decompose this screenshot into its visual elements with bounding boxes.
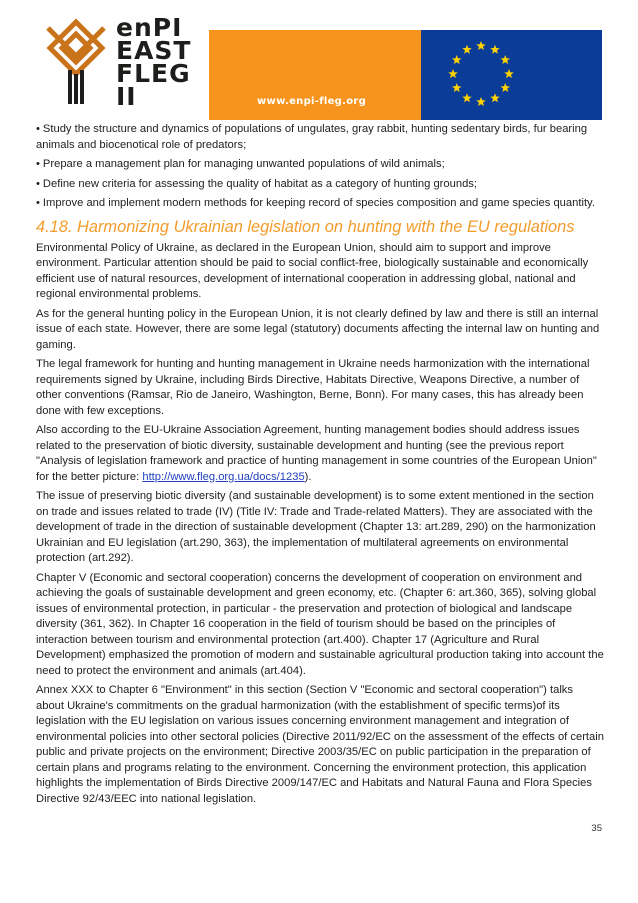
bullet-item [36,157,604,173]
paragraph: The legal framework for hunting and hunting management in Ukraine needs harmonization with the international requirements signed by Ukraine, including Birds Directive, Habitats Directive, Weapons Directive, a number of other conventions (Ramsar, Rio de Janeiro, Washington, Berne, Bonn). For many cases, this has already been done with few exceptions. [36,358,590,417]
bullet-item [36,122,604,153]
bullet-icon: • [36,123,40,135]
bullet-icon: • [36,197,40,209]
paragraph: As for the general hunting policy in the European Union, it is not clearly defined by law and there is still an internal issue of each state. However, there are some legal (statutory) documents affecting the internal law on hunting and gaming. [36,307,600,351]
eu-star-icon [490,93,500,102]
paragraph: The issue of preserving biotic diversity (and sustainable development) is to some extent mentioned in the section on trade and issues related to trade (IV) (Title IV: Trade and Trade-related Matters). They are associated with the development of trade in the direction of sustainable development (Chapter 13: art.289, 290) on the harmonization Ukrainian and EU legislation (art.290, 363), the implementation of multilateral agreements on environmental protection (art.292). [36,490,596,564]
bullet-icon: • [36,158,40,170]
eu-star-icon [476,97,486,106]
fleg-docs-link[interactable]: http://www.fleg.org.ua/docs/1235 [142,470,305,483]
bullet-text: Define new criteria for assessing the quality of habitat as a category of hunting grounds; [42,177,478,190]
eu-star-icon [476,41,486,50]
link-paragraph-before: Also according to the EU-Ukraine Association Agreement, hunting management bodies should address issues related to the preservation of biotic diversity, sustainable development and hunting (see the previous report "Analysis of legislation framework and practice of hunting management in some countries of the European Union" for the better picture: [36,424,597,483]
banner-url: www.enpi-fleg.org [257,96,367,107]
eu-star-icon [500,83,510,92]
logo-line-1: enPI [116,13,183,42]
logo-line-3: FLEG [116,59,191,88]
paragraph: Chapter V (Economic and sectoral cooperation) concerns the development of cooperation on environment and achieving the goals of sustainable development and green economy, etc. (Chapter 6: art.360, 365), solving global issues of environmental protection, in particular - the preservation and protection of biological and landscape diversity (361, 362). In Chapter 16 cooperation in the field of tourism should be based on the principles of interaction between tourism and environmental protection (art.400). Chapter 17 (Agriculture and Rural Development) emphasized the promotion of modern and sustainable agricultural production taking into account the need to protect the environment and animals (art.404). [36,571,604,677]
paragraph: Annex XXX to Chapter 6 "Environment" in this section (Section V "Economic and sectoral cooperation") talks about Ukraine's commitments on the gradual harmonization (with the establishment of specific terms)of its legislation with the EU legislation on various issues concerning environment management and integration of environmental policies into other sectoral policies (Directive 2011/92/EC on the assessment of the effects of certain public and private projects on the environment; Directive 2003/35/EC on public participation in the preparation of certain plans and programs relating to the environment. Concerning the environment protection, this application highlights the implementation of Birds Directive 2009/147/EC and Habitats and Natural Fauna and Flora Species Directive 92/43/EEC into national legislation. [36,684,604,805]
bullet-item [36,177,604,193]
bullet-text: Improve and implement modern methods for keeping record of species composition and game species quantity. [42,197,595,209]
logo-line-2: EAST [116,36,192,65]
eu-star-icon [452,83,462,92]
eu-star-icon [504,69,514,78]
eu-star-icon [490,45,500,54]
eu-star-icon [462,93,472,102]
eu-star-icon [448,69,458,78]
bullet-text: Study the structure and dynamics of populations of ungulates, gray rabbit, hunting sedentary birds, fur bearing animals and biocenotical role of predators; [36,123,588,151]
project-banner [209,30,602,120]
paragraph-with-link [36,423,604,485]
eu-star-icon [462,45,472,54]
bullet-icon: • [36,177,40,190]
bullet-item [36,196,604,212]
section-heading: 4.18. Harmonizing Ukrainian legislation on hunting with the EU regulations [36,217,575,236]
logo-line-4: II [116,82,137,111]
banner-orange-panel [209,30,421,120]
logo-wordmark [116,13,192,111]
page-header [36,12,602,110]
tree-logo-icon [36,12,116,110]
enpi-fleg-logo [36,12,206,110]
document-body [36,122,604,811]
paragraph: Environmental Policy of Ukraine, as declared in the European Union, should aim to support and improve environment. Particular attention should be paid to social conflict-free, biologically sustainable and economically efficient use of natural resources, development of international cooperation in addressing global, national and regional environmental problems. [36,241,589,300]
eu-stars-icon [421,30,602,120]
eu-star-icon [500,55,510,64]
page-number: 35 [591,823,602,834]
link-paragraph-after: ). [304,470,312,483]
bullet-text: Prepare a management plan for managing unwanted populations of wild animals; [42,158,445,170]
eu-flag [421,30,602,120]
eu-star-icon [452,55,462,64]
